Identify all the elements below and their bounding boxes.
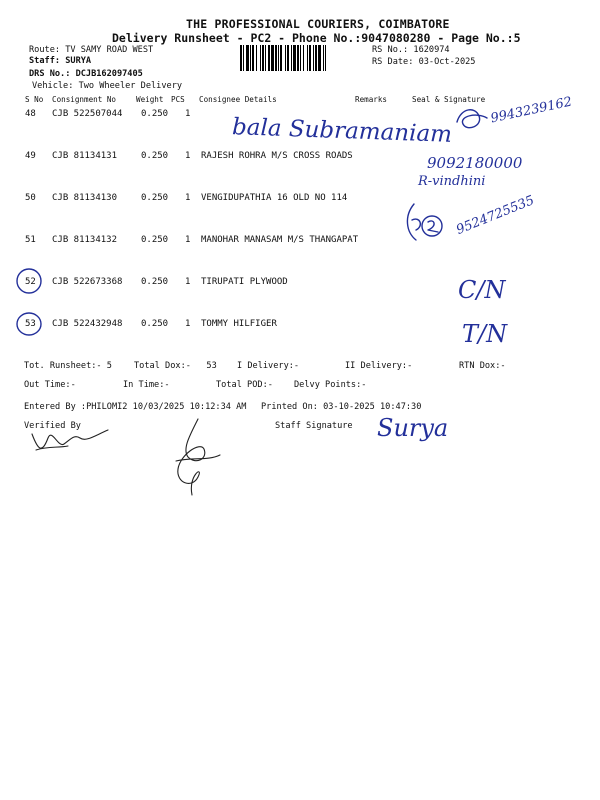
row-consignment: CJB 81134130 bbox=[52, 193, 118, 203]
staff-label: Staff: SURYA bbox=[29, 56, 92, 66]
handwritten-name-row48: bala Subramaniam bbox=[231, 114, 453, 148]
col-seal: Seal & Signature bbox=[412, 95, 486, 104]
row-consignee: RAJESH ROHRA M/S CROSS ROADS bbox=[201, 151, 353, 161]
verified-by-label: Verified By bbox=[24, 421, 81, 431]
handwritten-phone-row51: 9524725535 bbox=[454, 193, 537, 238]
drs-number: DRS No.: DCJB162097405 bbox=[29, 69, 143, 79]
col-consignment: Consignment No bbox=[52, 95, 117, 104]
handwritten-phone-row48: 9943239162 bbox=[489, 94, 574, 127]
delivery-points: Delvy Points:- bbox=[294, 380, 367, 390]
entered-by: Entered By :PHILOMI2 10/03/2025 10:12:34 AM bbox=[24, 402, 247, 412]
row-consignment: CJB 522507044 bbox=[52, 109, 123, 119]
row-pcs: 1 bbox=[185, 193, 191, 203]
handwritten-name-row49: R-vindhini bbox=[418, 174, 486, 189]
handwritten-note-row52: C/N bbox=[458, 276, 506, 304]
runsheet-title: Delivery Runsheet - PC2 - Phone No.:9047080280 - Page No.:5 bbox=[112, 31, 521, 45]
rtn-dox: RTN Dox:- bbox=[459, 361, 506, 371]
verified-by-signature bbox=[28, 420, 118, 460]
row-consignee: VENGIDUPATHIA 16 OLD NO 114 bbox=[201, 193, 348, 203]
staff-signature-label: Staff Signature bbox=[275, 421, 353, 431]
row-sno: 53 bbox=[25, 319, 36, 329]
handwritten-note-row53: T/N bbox=[462, 320, 508, 348]
row-consignee: TIRUPATI PLYWOOD bbox=[201, 277, 288, 287]
company-title: THE PROFESSIONAL COURIERS, COIMBATORE bbox=[186, 17, 450, 31]
vehicle-label: Vehicle: Two Wheeler Delivery bbox=[32, 81, 183, 91]
row-pcs: 1 bbox=[185, 277, 191, 287]
row-consignment: CJB 522432948 bbox=[52, 319, 123, 329]
row-sno: 49 bbox=[25, 151, 36, 161]
in-time: In Time:- bbox=[123, 380, 170, 390]
total-pod: Total POD:- bbox=[216, 380, 273, 390]
seal-scribble-row48 bbox=[453, 104, 493, 134]
row-sno: 52 bbox=[25, 277, 36, 287]
rs-number: RS No.: 1620974 bbox=[372, 45, 450, 55]
col-consignee: Consignee Details bbox=[199, 95, 277, 104]
row-weight: 0.250 bbox=[141, 319, 169, 329]
staff-handwritten-signature: Surya bbox=[377, 414, 449, 442]
row-weight: 0.250 bbox=[141, 109, 169, 119]
row-consignment: CJB 81134132 bbox=[52, 235, 118, 245]
row-pcs: 1 bbox=[185, 319, 191, 329]
col-sno: S No bbox=[25, 95, 44, 104]
barcode bbox=[240, 45, 370, 71]
row-weight: 0.250 bbox=[141, 151, 169, 161]
total-runsheet: Tot. Runsheet:- 5 bbox=[24, 361, 112, 371]
circle-mark-52 bbox=[15, 266, 45, 296]
row-consignment: CJB 81134131 bbox=[52, 151, 118, 161]
row-pcs: 1 bbox=[185, 235, 191, 245]
row-consignment: CJB 522673368 bbox=[52, 277, 123, 287]
first-delivery: I Delivery:- bbox=[237, 361, 300, 371]
row-consignee: MANOHAR MANASAM M/S THANGAPAT bbox=[201, 235, 359, 245]
circle-mark-53 bbox=[15, 309, 45, 339]
col-pcs: PCS bbox=[171, 95, 185, 104]
col-weight: Weight bbox=[136, 95, 164, 104]
row-weight: 0.250 bbox=[141, 235, 169, 245]
handwritten-phone-row49: 9092180000 bbox=[427, 154, 523, 172]
rs-date: RS Date: 03-Oct-2025 bbox=[372, 57, 476, 67]
row-pcs: 1 bbox=[185, 109, 191, 119]
row-pcs: 1 bbox=[185, 151, 191, 161]
col-remarks: Remarks bbox=[355, 95, 388, 104]
signature-scribble-row51 bbox=[398, 196, 458, 256]
row-sno: 50 bbox=[25, 193, 36, 203]
row-consignee: TOMMY HILFIGER bbox=[201, 319, 277, 329]
total-dox: Total Dox:- 53 bbox=[134, 361, 217, 371]
row-weight: 0.250 bbox=[141, 193, 169, 203]
row-weight: 0.250 bbox=[141, 277, 169, 287]
row-sno: 51 bbox=[25, 235, 36, 245]
row-sno: 48 bbox=[25, 109, 36, 119]
printed-on: Printed On: 03-10-2025 10:47:30 bbox=[261, 402, 422, 412]
authorized-signature bbox=[168, 415, 228, 505]
out-time: Out Time:- bbox=[24, 380, 76, 390]
second-delivery: II Delivery:- bbox=[345, 361, 413, 371]
route-label: Route: TV SAMY ROAD WEST bbox=[29, 45, 154, 55]
